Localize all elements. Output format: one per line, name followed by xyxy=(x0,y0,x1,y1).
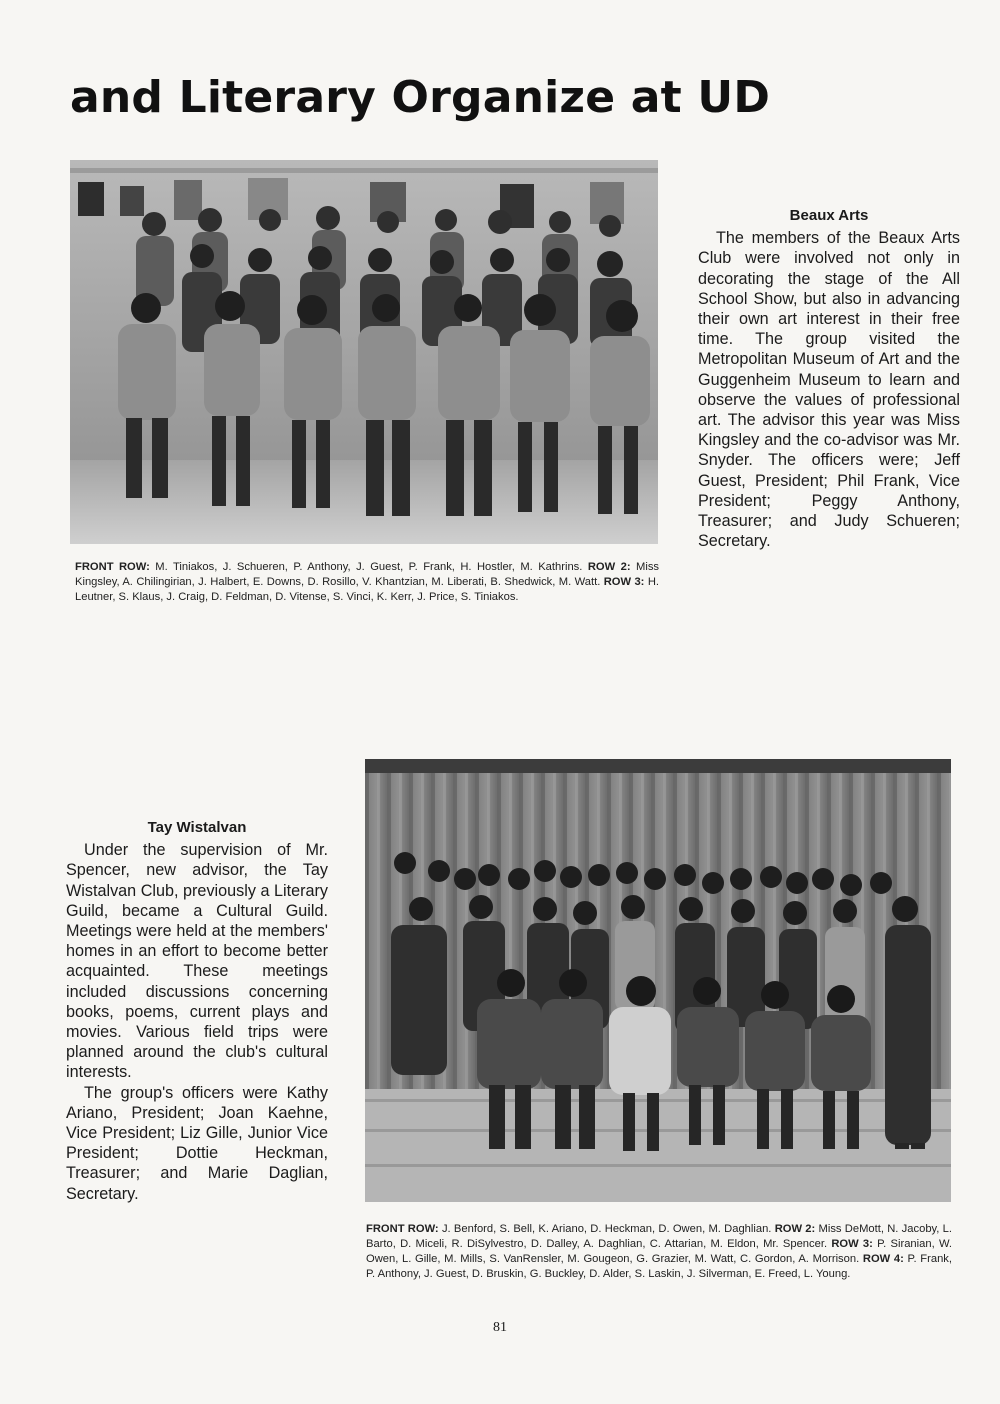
caption-row-names: Miss DeMott, N. Jacoby, L. Barto, D. Miceli, R. DiSylvestro, D. Dalley, A. Daghlian, C. Attarian, M. Eldon, Mr. Spencer. xyxy=(366,1223,953,1250)
tay-wistalvan-article xyxy=(66,818,328,1204)
caption-row-label: ROW 2: xyxy=(774,1223,816,1235)
caption-row-label: ROW 3: xyxy=(831,1238,873,1250)
caption-row-label: ROW 3: xyxy=(603,576,645,588)
caption-row-label: FRONT ROW: xyxy=(366,1223,439,1235)
caption-row-names: M. Tiniakos, J. Schueren, P. Anthony, J. Guest, P. Frank, H. Hostler, M. Kathrins. xyxy=(155,561,583,573)
tay-wistalvan-caption xyxy=(366,1222,952,1282)
beaux-arts-caption xyxy=(75,560,659,605)
caption-row-label: ROW 4: xyxy=(862,1253,904,1265)
beaux-arts-article xyxy=(698,206,960,551)
tay-wistalvan-paragraph: The group's officers were Kathy Ariano, President; Joan Kaehne, Vice President; Liz Gille, Junior Vice President; Dottie Heckman, Treasurer; and Marie Daglian, Secretary. xyxy=(66,1083,328,1203)
beaux-arts-heading: Beaux Arts xyxy=(789,207,869,224)
beaux-arts-group-photo xyxy=(70,160,658,544)
beaux-arts-body: The members of the Beaux Arts Club were involved not only in decorating the stage of the All School Show, but also in advancing their own art interest in their free time. The group visited the Metropolitan Museum of Art and the Guggenheim Museum to learn and observe the values of professional art. The advisor this year was Miss Kingsley and the co-advisor was Mr. Snyder. The officers were; Jeff Guest, President; Phil Frank, Vice President; Peggy Anthony, Treasurer; and Judy Schueren; Secretary. xyxy=(698,229,960,551)
page-number: 81 xyxy=(493,1320,507,1335)
tay-wistalvan-group-photo xyxy=(365,759,951,1202)
page-title: and Literary Organize at UD xyxy=(70,72,771,123)
tay-wistalvan-paragraph: Under the supervision of Mr. Spencer, new advisor, the Tay Wistalvan Club, previously a Literary Guild, became a Cultural Guild. Meetings were held at the members' homes in an effort to become better acquainted. These meetings included discussions concerning books, poems, current plays and movies. Various field trips were planned around the club's cultural interests. xyxy=(66,841,328,1082)
caption-row-names: P. Frank, P. Anthony, J. Guest, D. Bruskin, G. Buckley, D. Alder, S. Laskin, J. Silverman, E. Freed, L. Young. xyxy=(366,1253,952,1280)
caption-row-names: H. Leutner, S. Klaus, J. Craig, D. Feldman, D. Vitense, S. Vinci, K. Kerr, J. Price, S. Tiniakos. xyxy=(75,576,660,603)
caption-row-names: Miss Kingsley, A. Chilingirian, J. Halbert, E. Downs, D. Rosillo, V. Khantzian, M. Liberati, B. Shedwick, M. Watt. xyxy=(75,561,660,588)
caption-row-names: J. Benford, S. Bell, K. Ariano, D. Heckman, D. Owen, M. Daghlian. xyxy=(441,1223,772,1235)
tay-wistalvan-heading: Tay Wistalvan xyxy=(147,819,247,836)
caption-row-names: P. Siranian, W. Owen, L. Gille, M. Mills, S. VanRensler, M. Gougeon, G. Grazier, M. Watt, C. Gordon, A. Morrison. xyxy=(366,1238,952,1265)
caption-row-label: FRONT ROW: xyxy=(75,561,150,573)
caption-row-label: ROW 2: xyxy=(587,561,631,573)
